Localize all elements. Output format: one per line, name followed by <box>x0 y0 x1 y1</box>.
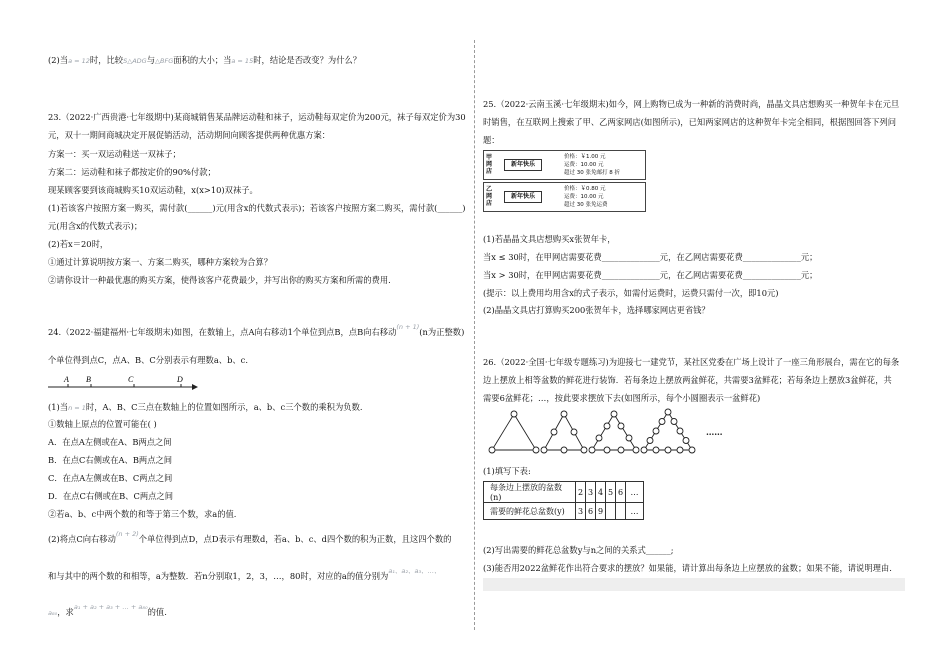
table-row <box>484 482 644 503</box>
triangle-n4 <box>589 411 639 453</box>
q24-option-a: A．在点A左侧或在A、B两点之间 <box>48 437 172 447</box>
q25-hint: (提示：以上费用均用含x的式子表示，如需付运费时，运费只需付一次，即10元) <box>483 288 779 298</box>
flower-icon <box>618 423 624 429</box>
flower-icon <box>653 428 659 434</box>
q25-part2: (2)晶晶文具店打算购买200张贺年卡，选择哪家网店更省钱？ <box>483 305 710 315</box>
number-line-svg <box>48 372 198 394</box>
shop-b-promo: 超过 30 张免运费 <box>564 202 608 208</box>
q23-line7: 元(用含x的代数式表示)； <box>48 221 143 231</box>
q23-line1: 23.（2022·广西贵港·七年级期中)某商城销售某品牌运动鞋和袜子，运动鞋每双定价为200元，袜子每双定价为30 <box>48 112 466 122</box>
shop-a-price: 价格：￥1.00 元 <box>564 154 606 160</box>
flower-icon <box>561 447 567 453</box>
shop-b-ship: 运费：10.00 元 <box>564 194 604 200</box>
table-cell: 2 <box>576 482 586 503</box>
q24-option-b: B．在点C右侧或在A、B两点之间 <box>48 455 173 465</box>
table-cell <box>606 503 616 520</box>
q26-part3: (3)能否用2022盆鲜花作出符合要求的摆放？如果能，请计算出每条边上应摆放的盆数；如果不能，请说明理由. <box>483 563 892 573</box>
q23-line5: 现某顾客要到该商城购买10双运动鞋，x(x>10)双袜子。 <box>48 185 258 195</box>
q24-part2-line3: a₈₀，求$^{a_1 + a_2 + a_3 + \dots + a_{80}}$的值. <box>48 603 167 617</box>
number-line-figure <box>48 372 198 394</box>
flower-icon <box>533 447 539 453</box>
flower-icon <box>689 447 695 453</box>
flower-icon <box>653 447 659 453</box>
q26-line1: 26.（2022·全国·七年级专题练习)为迎接七一建党节，某社区党委在广场上设计了一座三角形展台，需在它的每条 <box>483 357 900 367</box>
label-a: A <box>64 375 69 384</box>
q24-line2: 个单位得到点C，点A、B、C分别表示有理数a、b、c. <box>48 355 248 365</box>
flower-icon <box>618 447 624 453</box>
flower-icon <box>611 411 617 417</box>
table-row <box>484 503 644 520</box>
flower-icon <box>589 447 595 453</box>
q24-sub1: ①数轴上原点的位置可能在( ) <box>48 419 157 429</box>
q23-line10: ②请你设计一种最优惠的购买方案，使得该客户花费最少，并写出你的购买方案和所需的费用. <box>48 275 391 285</box>
flower-icon <box>633 447 639 453</box>
flower-icon <box>659 419 665 425</box>
triangle-n2 <box>489 411 539 453</box>
table-cell: … <box>626 503 644 520</box>
q24-line1: 24.（2022·福建福州·七年级期末)如图，在数轴上，点A向右移动1个单位到点B，点B向右移动$^{(n + 1)}$(n为正整数) <box>48 323 465 337</box>
q24-part2-line2: 和与其中的两个数的和相等，a为整数．若n分别取1，2，3，…，80时，对应的a的值分别为$^{a_1、a_2、a_3、\dots、}$ <box>48 567 441 581</box>
q25-line1: 25.（2022·云南玉溪·七年级期末)如今，网上购物已成为一种新的消费时尚，晶晶文具店想购买一种贺年卡在元旦 <box>483 99 900 109</box>
table-cell <box>616 503 626 520</box>
flower-icon <box>511 411 517 417</box>
table-cell: 3 <box>576 503 586 520</box>
flower-icon <box>677 447 683 453</box>
flower-icon <box>489 447 495 453</box>
q26-table <box>483 481 644 520</box>
number-line-arrow-icon <box>192 384 198 390</box>
q26-part2: (2)写出需要的鲜花总盆数y与n之间的关系式______; <box>483 545 674 555</box>
shop-b-price: 价格：￥0.80 元 <box>564 186 606 192</box>
shop-a-name: 甲网店 <box>486 154 493 175</box>
q24-part1: (1)当n = 1时，A、B、C三点在数轴上的位置如图所示，a、b、c三个数的乘积为负数. <box>48 402 363 412</box>
triangle-n5 <box>641 409 695 453</box>
flower-icon <box>581 447 587 453</box>
q23-plan2: 方案二：运动鞋和袜子都按定价的90%付款； <box>48 167 216 177</box>
flower-icon <box>683 438 689 444</box>
q25-part1: (1)若晶晶文具店想购买x张贺年卡， <box>483 234 616 244</box>
table-head-y: 需要的鲜花总盆数(y) <box>484 503 576 520</box>
shop-b-box <box>483 182 646 212</box>
triangle-n3 <box>541 411 587 453</box>
flower-icon <box>571 429 577 435</box>
table-cell: … <box>626 482 644 503</box>
q26-line3: 需要6盆鲜花；…，按此要求摆放下去(如图所示，每个小圆圈表示一盆鲜花) <box>483 393 761 403</box>
table-cell: 9 <box>596 503 606 520</box>
table-cell: 4 <box>596 482 606 503</box>
label-c: C <box>128 375 134 384</box>
q24-part2: (2)将点C向右移动$^{(n + 2)}$个单位得到点D，点D表示有理数d，若a、b、c、d四个数的积为正数，且这四个数的 <box>48 530 452 544</box>
shop-a-box <box>483 150 646 180</box>
triangles-ellipsis: …… <box>706 427 723 437</box>
flower-icon <box>596 435 602 441</box>
q24-option-d: D．在点C右侧或在B、C两点之间 <box>48 491 174 501</box>
q24-option-c: C．在点A左侧或在B、C两点之间 <box>48 473 173 483</box>
shop-a-card: 新年快乐 <box>504 159 542 171</box>
shop-a-promo: 超过 30 张免邮打 8 折 <box>564 170 620 176</box>
q26-line2: 边上摆放上相等盆数的鲜花进行装饰．若每条边上摆放两盆鲜花，共需要3盆鲜花；若每条边上摆放3盆鲜花，共 <box>483 375 892 385</box>
q23-line2: 元，双十一期间商城决定开展促销活动，活动期间向顾客提供两种优惠方案： <box>48 130 331 140</box>
label-d: D <box>177 375 183 384</box>
flower-icon <box>641 447 647 453</box>
column-divider <box>474 40 475 630</box>
table-head-n: 每条边上摆放的盆数(n) <box>484 482 576 503</box>
q25-part1-case1: 当x ≤ 30时，在甲网店需要花费______________元，在乙网店需要花费______________元； <box>483 252 818 262</box>
q23-line6: (1)若该客户按照方案一购买，需付款(______)元(用含x的代数式表示)；若该客户按照方案二购买，需付款(______) <box>48 203 466 213</box>
flower-icon <box>665 447 671 453</box>
shop-b-name: 乙网店 <box>486 186 493 207</box>
q26-part1: (1)填写下表: <box>483 466 531 476</box>
table-cell: 5 <box>606 482 616 503</box>
q23-plan1: 方案一：买一双运动鞋送一双袜子； <box>48 149 181 159</box>
flower-icon <box>626 435 632 441</box>
q22-part2: (2)当a = 12时，比较S△ADG与△BFG面积的大小；当a = 15时，结论是否改变？为什么？ <box>48 55 362 65</box>
flower-icon <box>677 428 683 434</box>
table-cell: 6 <box>586 503 596 520</box>
shop-a-ship: 运费：10.00 元 <box>564 162 604 168</box>
flower-icon <box>561 411 567 417</box>
flower-icon <box>671 419 677 425</box>
q23-line9: ①通过计算说明按方案一、方案二购买，哪种方案较为合算？ <box>48 257 273 267</box>
shop-b-card: 新年快乐 <box>504 191 542 203</box>
flower-icon <box>551 429 557 435</box>
shop-figure <box>483 150 646 212</box>
flower-icon <box>541 447 547 453</box>
flower-icon <box>647 438 653 444</box>
answer-shaded-bar <box>483 578 905 591</box>
flower-icon <box>604 447 610 453</box>
table-cell: 3 <box>586 482 596 503</box>
flower-icon <box>665 409 671 415</box>
q25-part1-case2: 当x > 30时，在甲网店需要花费______________元，在乙网店需要花费______________元； <box>483 270 818 280</box>
q24-sub2: ②若a、b、c中两个数的和等于第三个数，求a的值. <box>48 509 237 519</box>
label-b: B <box>86 375 91 384</box>
table-cell: 6 <box>616 482 626 503</box>
q23-line8: (2)若x＝20时， <box>48 239 109 249</box>
flower-icon <box>604 423 610 429</box>
q25-line2: 时销售，在互联网上搜索了甲、乙两家网店(如图所示)，已知两家网店的这种贺年卡完全相同，根据图回答下列问 <box>483 117 897 127</box>
q25-line3: 题： <box>483 135 500 145</box>
